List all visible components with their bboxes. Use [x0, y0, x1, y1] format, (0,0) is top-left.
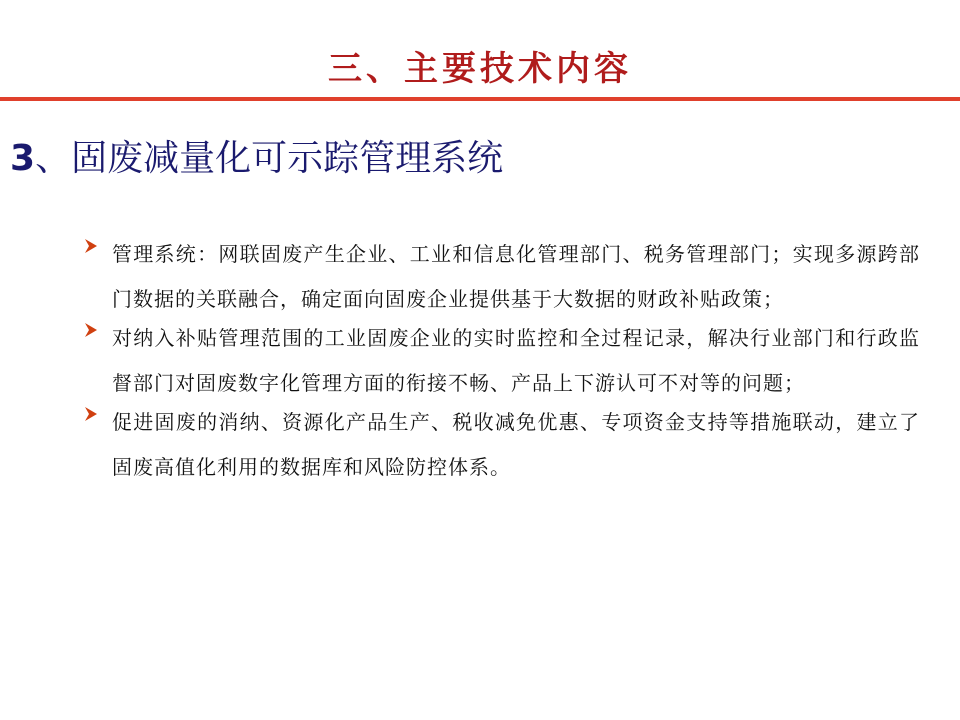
arrow-bullet-icon: [82, 321, 100, 339]
arrow-bullet-icon: [82, 405, 100, 423]
arrow-bullet-icon: [82, 237, 100, 255]
header-divider: [0, 97, 960, 101]
list-item: [80, 232, 920, 322]
list-item: [80, 316, 920, 406]
bullet-text: 促进固废的消纳、资源化产品生产、税收减免优惠、专项资金支持等措施联动，建立了固废高值化利用的数据库和风险防控体系。: [112, 410, 920, 479]
list-item: [80, 400, 920, 490]
section-title-text: 、固废减量化可示踪管理系统: [35, 138, 504, 179]
bullet-text: 管理系统：网联固废产生企业、工业和信息化管理部门、税务管理部门；实现多源跨部门数据的关联融合，确定面向固废企业提供基于大数据的财政补贴政策；: [112, 242, 920, 311]
section-title: [10, 133, 503, 185]
bullet-text: 对纳入补贴管理范围的工业固废企业的实时监控和全过程记录，解决行业部门和行政监督部门对固废数字化管理方面的衔接不畅、产品上下游认可不对等的问题；: [112, 326, 920, 395]
section-number: 3: [10, 138, 36, 179]
header-title: 三、主要技术内容: [328, 49, 632, 89]
bullet-list: [80, 240, 920, 492]
